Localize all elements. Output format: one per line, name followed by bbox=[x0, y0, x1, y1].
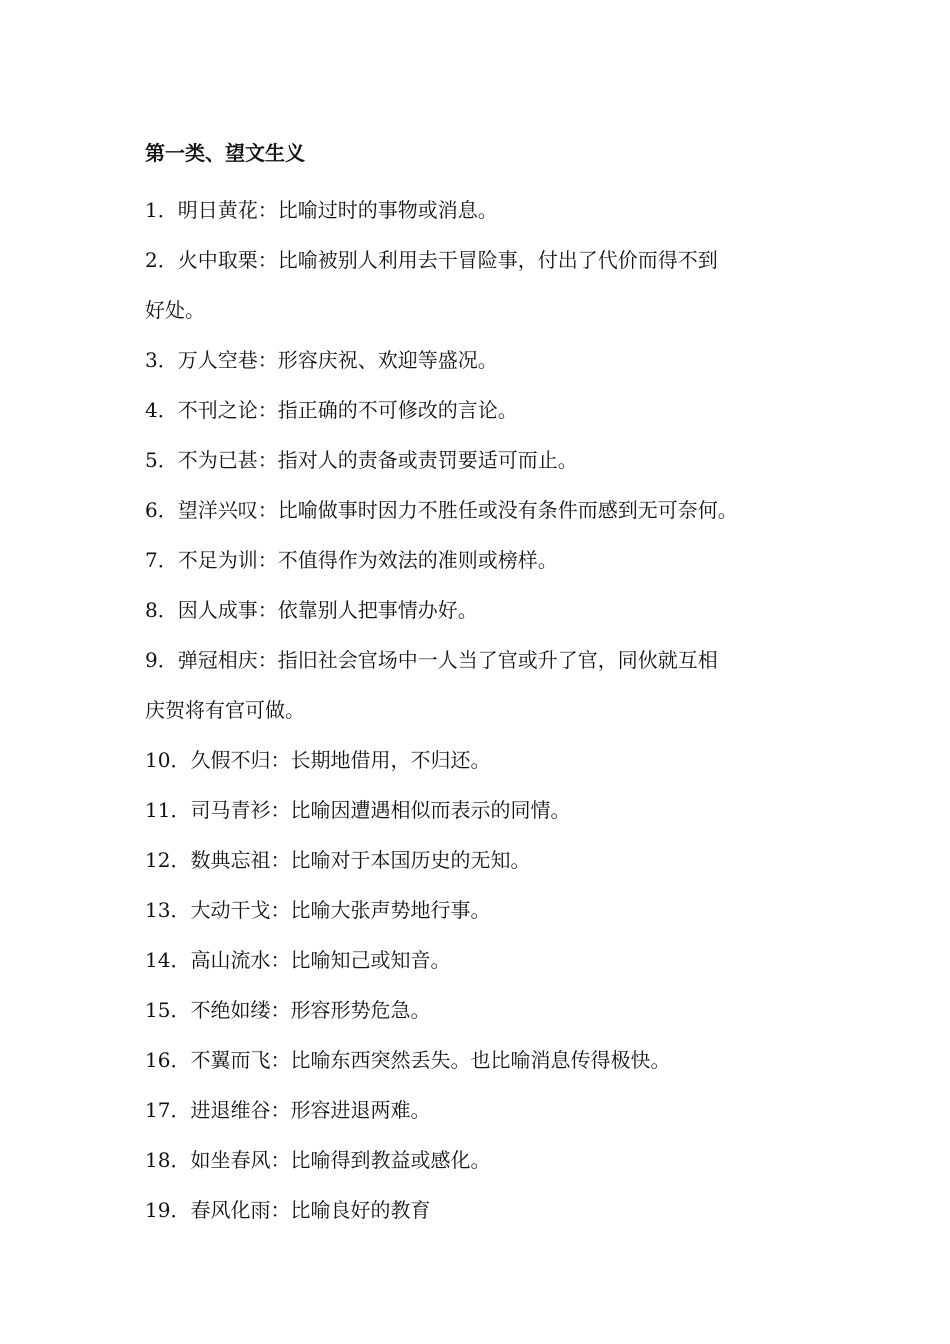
entry-number: 7． bbox=[145, 548, 178, 572]
idiom-definition: 依靠别人把事情办好。 bbox=[277, 598, 478, 622]
idiom-definition: 形容形势危急。 bbox=[290, 998, 431, 1022]
idiom-definition: 比喻良好的教育 bbox=[290, 1198, 431, 1222]
idiom-entry bbox=[145, 935, 825, 985]
idiom-entry bbox=[145, 785, 825, 835]
idiom-term: 高山流水： bbox=[190, 948, 291, 972]
idiom-definition: 比喻因遭遇相似而表示的同情。 bbox=[290, 798, 571, 822]
idiom-term: 不为已甚： bbox=[177, 448, 278, 472]
idiom-definition: 长期地借用，不归还。 bbox=[290, 748, 491, 772]
idiom-term: 如坐春风： bbox=[190, 1148, 291, 1172]
entry-number: 13． bbox=[145, 898, 191, 922]
entry-number: 8． bbox=[145, 598, 178, 622]
idiom-definition: 不值得作为效法的准则或榜样。 bbox=[277, 548, 558, 572]
idiom-definition: 比喻对于本国历史的无知。 bbox=[290, 848, 531, 872]
idiom-term: 不刊之论： bbox=[177, 398, 278, 422]
idiom-term: 不翼而飞： bbox=[190, 1048, 291, 1072]
entry-number: 19． bbox=[145, 1198, 191, 1222]
idiom-entry bbox=[145, 835, 825, 885]
idiom-term: 数典忘祖： bbox=[190, 848, 291, 872]
idiom-definition: 比喻东西突然丢失。也比喻消息传得极快。 bbox=[290, 1048, 671, 1072]
idiom-term: 不足为训： bbox=[177, 548, 278, 572]
idiom-definition: 形容庆祝、欢迎等盛况。 bbox=[277, 348, 498, 372]
idiom-definition: 比喻大张声势地行事。 bbox=[290, 898, 491, 922]
idiom-term: 春风化雨： bbox=[190, 1198, 291, 1222]
entry-number: 5． bbox=[145, 448, 178, 472]
idiom-definition: 比喻做事时因力不胜任或没有条件而感到无可奈何。 bbox=[277, 498, 738, 522]
entry-number: 11． bbox=[145, 798, 191, 822]
entry-number: 12． bbox=[145, 848, 191, 872]
idiom-entry bbox=[145, 1135, 825, 1185]
idiom-definition-continued: 庆贺将有官可做。 bbox=[145, 698, 305, 722]
idiom-term: 万人空巷： bbox=[177, 348, 278, 372]
entry-number: 3． bbox=[145, 348, 178, 372]
idiom-definition-continued: 好处。 bbox=[145, 298, 205, 322]
idiom-definition: 指旧社会官场中一人当了官或升了官，同伙就互相 bbox=[277, 648, 718, 672]
idiom-term: 进退维谷： bbox=[190, 1098, 291, 1122]
idiom-entry bbox=[145, 485, 825, 535]
idiom-entry bbox=[145, 435, 825, 485]
entry-number: 10． bbox=[145, 748, 191, 772]
idiom-entry bbox=[145, 735, 825, 785]
idiom-entry bbox=[145, 1185, 825, 1235]
idiom-entry bbox=[145, 535, 825, 585]
entry-number: 2． bbox=[145, 248, 178, 272]
idiom-entry bbox=[145, 235, 825, 335]
idiom-term: 望洋兴叹： bbox=[177, 498, 278, 522]
idiom-entry bbox=[145, 335, 825, 385]
entry-number: 4． bbox=[145, 398, 178, 422]
idiom-term: 司马青衫： bbox=[190, 798, 291, 822]
entry-number: 9． bbox=[145, 648, 178, 672]
idiom-definition: 比喻被别人利用去干冒险事，付出了代价而得不到 bbox=[277, 248, 718, 272]
idiom-term: 火中取栗： bbox=[177, 248, 278, 272]
entry-number: 1． bbox=[145, 198, 178, 222]
idiom-entry bbox=[145, 985, 825, 1035]
idiom-definition: 比喻得到教益或感化。 bbox=[290, 1148, 491, 1172]
idiom-definition: 形容进退两难。 bbox=[290, 1098, 431, 1122]
idiom-entry bbox=[145, 885, 825, 935]
idiom-definition: 比喻知己或知音。 bbox=[290, 948, 451, 972]
idiom-entry bbox=[145, 385, 825, 435]
section-heading: 第一类、望文生义 bbox=[145, 141, 305, 165]
idiom-term: 因人成事： bbox=[177, 598, 278, 622]
entry-number: 17． bbox=[145, 1098, 191, 1122]
idiom-entry bbox=[145, 585, 825, 635]
idiom-entry bbox=[145, 635, 825, 735]
idiom-definition: 指正确的不可修改的言论。 bbox=[277, 398, 518, 422]
idiom-definition: 指对人的责备或责罚要适可而止。 bbox=[277, 448, 578, 472]
idiom-entry bbox=[145, 185, 825, 235]
idiom-term: 不绝如缕： bbox=[190, 998, 291, 1022]
entry-number: 14． bbox=[145, 948, 191, 972]
idiom-term: 明日黄花： bbox=[177, 198, 278, 222]
entry-number: 18． bbox=[145, 1148, 191, 1172]
idiom-entry bbox=[145, 1085, 825, 1135]
idiom-entry bbox=[145, 1035, 825, 1085]
idiom-term: 久假不归： bbox=[190, 748, 291, 772]
idiom-term: 弹冠相庆： bbox=[177, 648, 278, 672]
idiom-definition: 比喻过时的事物或消息。 bbox=[277, 198, 498, 222]
entry-number: 16． bbox=[145, 1048, 191, 1072]
document-body bbox=[145, 135, 825, 1235]
idiom-term: 大动干戈： bbox=[190, 898, 291, 922]
entry-number: 6． bbox=[145, 498, 178, 522]
entry-number: 15． bbox=[145, 998, 191, 1022]
